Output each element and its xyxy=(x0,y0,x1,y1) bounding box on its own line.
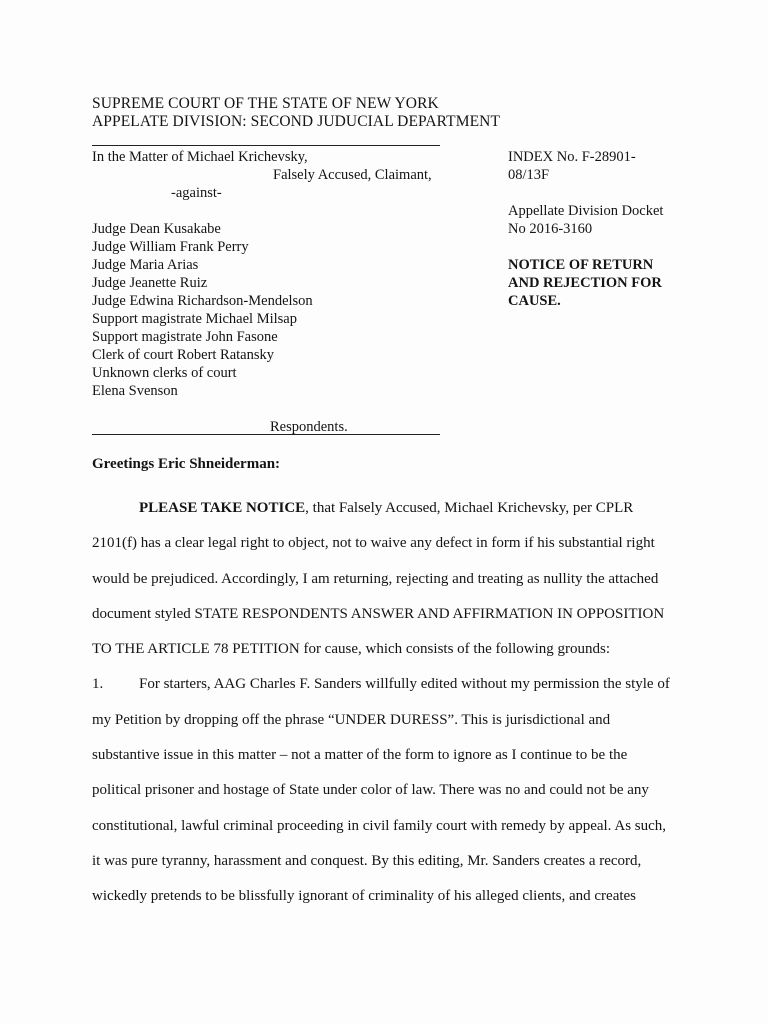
body-line: political prisoner and hostage of State under color of law. There was no and could not be any xyxy=(92,782,649,799)
respondent-item: Judge Maria Arias xyxy=(92,257,199,273)
respondent-item: Judge Jeanette Ruiz xyxy=(92,275,208,291)
court-header xyxy=(92,95,500,131)
body-line: 2101(f) has a clear legal right to object, not to waive any defect in form if his substantial right xyxy=(92,535,655,552)
against-line: -against- xyxy=(171,185,222,201)
greeting: Greetings Eric Shneiderman: xyxy=(92,456,281,472)
index-block xyxy=(508,148,708,310)
body-first-line xyxy=(92,491,682,526)
caption-top-rule xyxy=(92,145,440,146)
body-first-line-rest: , that Falsely Accused, Michael Krichevsky, per CPLR xyxy=(305,500,634,516)
docket-line1: Appellate Division Docket xyxy=(508,203,664,219)
claimant-line: Falsely Accused, Claimant, xyxy=(273,167,432,183)
body-line: TO THE ARTICLE 78 PETITION for cause, which consists of the following grounds: xyxy=(92,641,611,658)
court-division: APPELATE DIVISION: SECOND JUDUCIAL DEPARTMENT xyxy=(92,113,501,130)
ground-1-text: For starters, AAG Charles F. Sanders willfully edited without my permission the style of xyxy=(139,676,670,693)
ground-1-first-line xyxy=(92,667,682,702)
ground-number: 1. xyxy=(92,676,104,693)
respondent-item: Support magistrate John Fasone xyxy=(92,329,278,345)
please-take-notice: PLEASE TAKE NOTICE xyxy=(139,500,306,516)
respondent-item: Clerk of court Robert Ratansky xyxy=(92,347,275,363)
body-line: would be prejudiced. Accordingly, I am returning, rejecting and treating as nullity the attached xyxy=(92,570,659,587)
docket-line2: No 2016-3160 xyxy=(508,221,593,237)
body-line: substantive issue in this matter – not a matter of the form to ignore as I continue to be the xyxy=(92,747,628,764)
notice-title-line2: AND REJECTION FOR xyxy=(508,275,662,291)
body-line: wickedly pretends to be blissfully ignorant of criminality of his alleged clients, and creates xyxy=(92,888,637,905)
body-line: document styled STATE RESPONDENTS ANSWER AND AFFIRMATION IN OPPOSITION xyxy=(92,605,665,622)
respondent-item: Judge William Frank Perry xyxy=(92,239,249,255)
matter-line: In the Matter of Michael Krichevsky, xyxy=(92,149,308,165)
respondent-item: Elena Svenson xyxy=(92,383,178,399)
respondent-item: Judge Edwina Richardson-Mendelson xyxy=(92,293,313,309)
index-number-line2: 08/13F xyxy=(508,167,550,183)
index-number-line1: INDEX No. F-28901- xyxy=(508,149,636,165)
respondent-item: Unknown clerks of court xyxy=(92,365,237,381)
notice-body xyxy=(92,491,682,915)
notice-title-line3: CAUSE. xyxy=(508,293,561,309)
notice-title-line1: NOTICE OF RETURN xyxy=(508,257,654,273)
body-line: constitutional, lawful criminal proceeding in civil family court with remedy by appeal. As such, xyxy=(92,817,667,834)
respondent-item: Support magistrate Michael Milsap xyxy=(92,311,297,327)
body-line: it was pure tyranny, harassment and conquest. By this editing, Mr. Sanders creates a record, xyxy=(92,852,642,869)
case-caption xyxy=(92,148,452,436)
respondent-item: Judge Dean Kusakabe xyxy=(92,221,221,237)
caption-bottom-rule xyxy=(92,434,440,435)
respondents-label: Respondents. xyxy=(270,419,348,435)
court-name: SUPREME COURT OF THE STATE OF NEW YORK xyxy=(92,95,439,112)
body-line: my Petition by dropping off the phrase “UNDER DURESS”. This is jurisdictional and xyxy=(92,711,611,728)
